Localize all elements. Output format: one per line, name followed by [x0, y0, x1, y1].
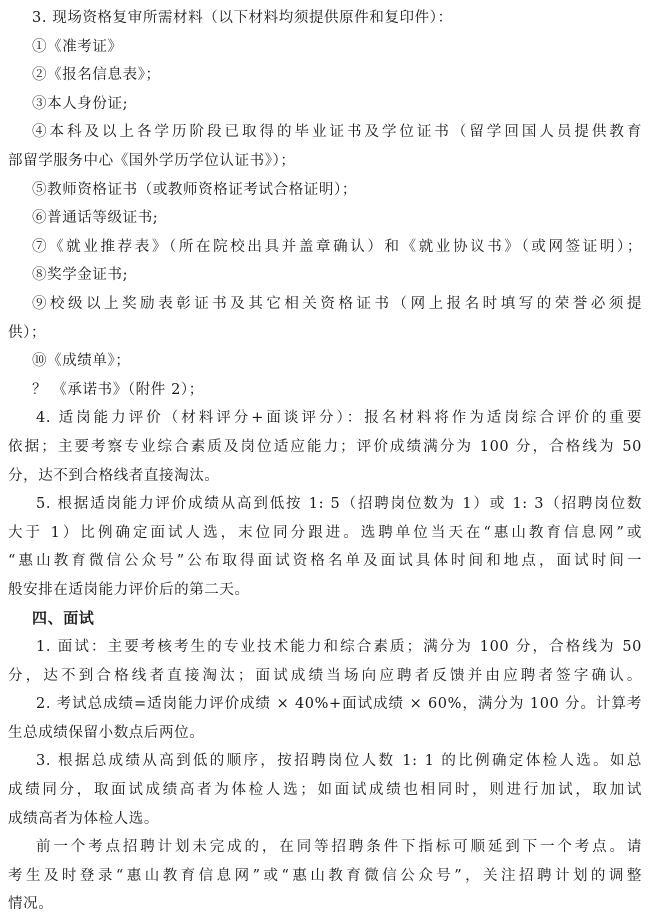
- paragraph-line: 情况。: [8, 896, 54, 913]
- paragraph-line: 2. 考试总成绩=适岗能力评价成绩 × 40%+面试成绩 × 60%，满分为 100 分。计算考: [36, 696, 642, 713]
- paragraph-line: 成绩同分，取面试成绩高者为体检人选；如面试成绩也相同时，则进行加试，取加试: [8, 782, 642, 799]
- list-item: ②《报名信息表》；: [32, 67, 161, 84]
- section-heading-interview: 四、面试: [32, 609, 95, 628]
- paragraph-line: 依据；主要考察专业综合素质及岗位适应能力；评价成绩满分为 100 分，合格线为 50: [8, 438, 642, 455]
- paragraph-line: 考生及时登录“惠山教育信息网”或“惠山教育微信公众号”，关注招聘计划的调整: [8, 867, 642, 884]
- list-item: ④本科及以上各学历阶段已取得的毕业证书及学位证书（留学回国人员提供教育: [32, 124, 642, 141]
- list-item: ①《准考证》: [32, 38, 123, 55]
- paragraph-line: 分，达不到合格线者直接淘汰。: [8, 467, 220, 484]
- item-3-heading: 3. 现场资格复审所需材料（以下材料均须提供原件和复印件）：: [32, 10, 453, 26]
- paragraph-line: 3. 根据总成绩从高到低的顺序，按招聘岗位人数 1: 1 的比例确定体检人选。如总: [36, 753, 642, 770]
- list-item: ⑩《成绩单》；: [32, 353, 131, 370]
- list-item: ⑦《就业推荐表》（所在院校出具并盖章确认）和《就业协议书》（或网签证明）；: [32, 238, 642, 255]
- list-item: ③本人身份证;: [32, 95, 129, 112]
- paragraph-line: 4. 适岗能力评价（材料评分+面谈评分）：报名材料将作为适岗综合评价的重要: [36, 410, 642, 427]
- paragraph-line: 1. 面试：主要考核考生的专业技术能力和综合素质；满分为 100 分，合格线为 50: [36, 639, 642, 656]
- paragraph-line: 前一个考点招聘计划未完成的，在同等招聘条件下指标可顺延到下一个考点。请: [36, 839, 642, 856]
- list-item: ？ 《承诺书》（附件 2）；: [32, 381, 204, 398]
- list-item-continuation: 供）；: [8, 324, 47, 341]
- list-item: ⑥普通话等级证书;: [32, 210, 159, 227]
- paragraph-line: 大于 1）比例确定面试人选，末位同分跟进。选聘单位当天在“惠山教育信息网”或: [8, 524, 642, 541]
- list-item: ⑤教师资格证书（或教师资格证考试合格证明）；: [32, 181, 357, 198]
- paragraph-line: “惠山教育微信公众号”公布取得面试资格名单及面试具体时间和地点，面试时间一: [8, 553, 642, 570]
- paragraph-line: 分，达不到合格线者直接淘汰；面试成绩当场向应聘者反馈并由应聘者签字确认。: [8, 667, 642, 684]
- paragraph-line: 成绩高者为体检人选。: [8, 810, 159, 827]
- list-item: ⑨校级以上奖励表彰证书及其它相关资格证书（网上报名时填写的荣誉必须提: [32, 295, 642, 312]
- paragraph-line: 般安排在适岗能力评价后的第二天。: [8, 581, 250, 598]
- list-item-continuation: 部留学服务中心《国外学历学位认证书》）；: [8, 152, 296, 169]
- paragraph-line: 5. 根据适岗能力评价成绩从高到低按 1: 5（招聘岗位数为 1）或 1: 3（招聘岗位数: [36, 496, 642, 513]
- list-item: ⑧奖学金证书;: [32, 267, 129, 284]
- paragraph-line: 生总成绩保留小数点后两位。: [8, 724, 205, 741]
